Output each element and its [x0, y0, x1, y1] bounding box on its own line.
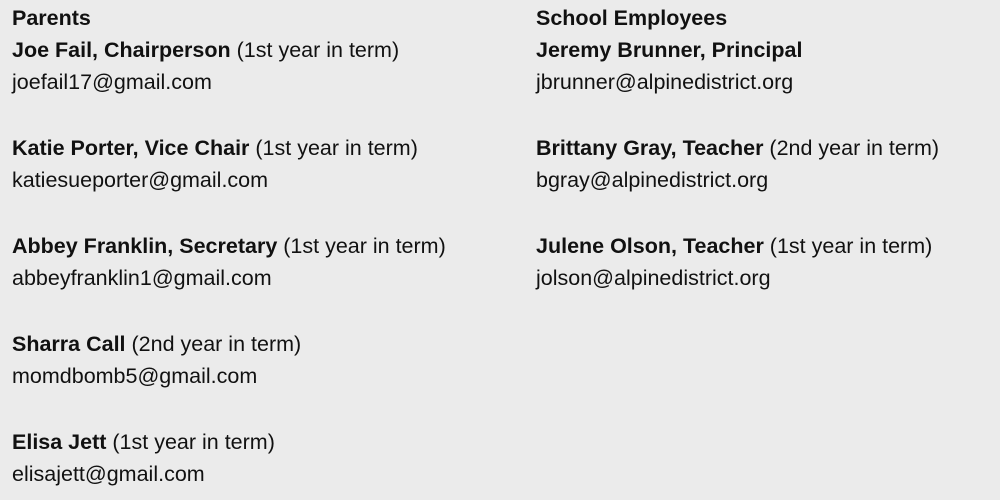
member-name: Brittany Gray, Teacher — [536, 136, 764, 160]
member-email[interactable]: elisajett@gmail.com — [12, 462, 205, 486]
parent-entry — [12, 132, 522, 196]
member-email[interactable]: jolson@alpinedistrict.org — [536, 266, 771, 290]
member-email[interactable]: katiesueporter@gmail.com — [12, 168, 269, 192]
parents-column — [12, 2, 522, 490]
employee-entry — [536, 230, 996, 294]
member-name: Katie Porter, Vice Chair — [12, 136, 250, 160]
member-name: Elisa Jett — [12, 430, 107, 454]
member-term: (1st year in term) — [249, 136, 418, 160]
member-email[interactable]: joefail17@gmail.com — [12, 70, 212, 94]
member-email[interactable]: jbrunner@alpinedistrict.org — [536, 70, 794, 94]
employees-column — [536, 2, 996, 294]
member-name: Sharra Call — [12, 332, 126, 356]
member-email[interactable]: abbeyfranklin1@gmail.com — [12, 266, 272, 290]
parent-entry — [12, 34, 522, 98]
parent-entry — [12, 230, 522, 294]
member-term: (1st year in term) — [106, 430, 275, 454]
member-name: Julene Olson, Teacher — [536, 234, 764, 258]
member-name: Abbey Franklin, Secretary — [12, 234, 278, 258]
parent-entry — [12, 328, 522, 392]
member-term: (1st year in term) — [763, 234, 933, 258]
member-email[interactable]: momdbomb5@gmail.com — [12, 364, 258, 388]
employee-entry — [536, 132, 996, 196]
member-term: (2nd year in term) — [125, 332, 302, 356]
employee-entry — [536, 34, 996, 98]
member-term: (1st year in term) — [230, 38, 400, 62]
member-name: Joe Fail, Chairperson — [12, 38, 231, 62]
member-term: (2nd year in term) — [763, 136, 940, 160]
member-email[interactable]: bgray@alpinedistrict.org — [536, 168, 769, 192]
member-name: Jeremy Brunner, Principal — [536, 38, 803, 62]
employees-heading: School Employees — [536, 6, 728, 30]
parents-heading: Parents — [12, 6, 91, 30]
member-term: (1st year in term) — [277, 234, 446, 258]
parent-entry — [12, 426, 522, 490]
